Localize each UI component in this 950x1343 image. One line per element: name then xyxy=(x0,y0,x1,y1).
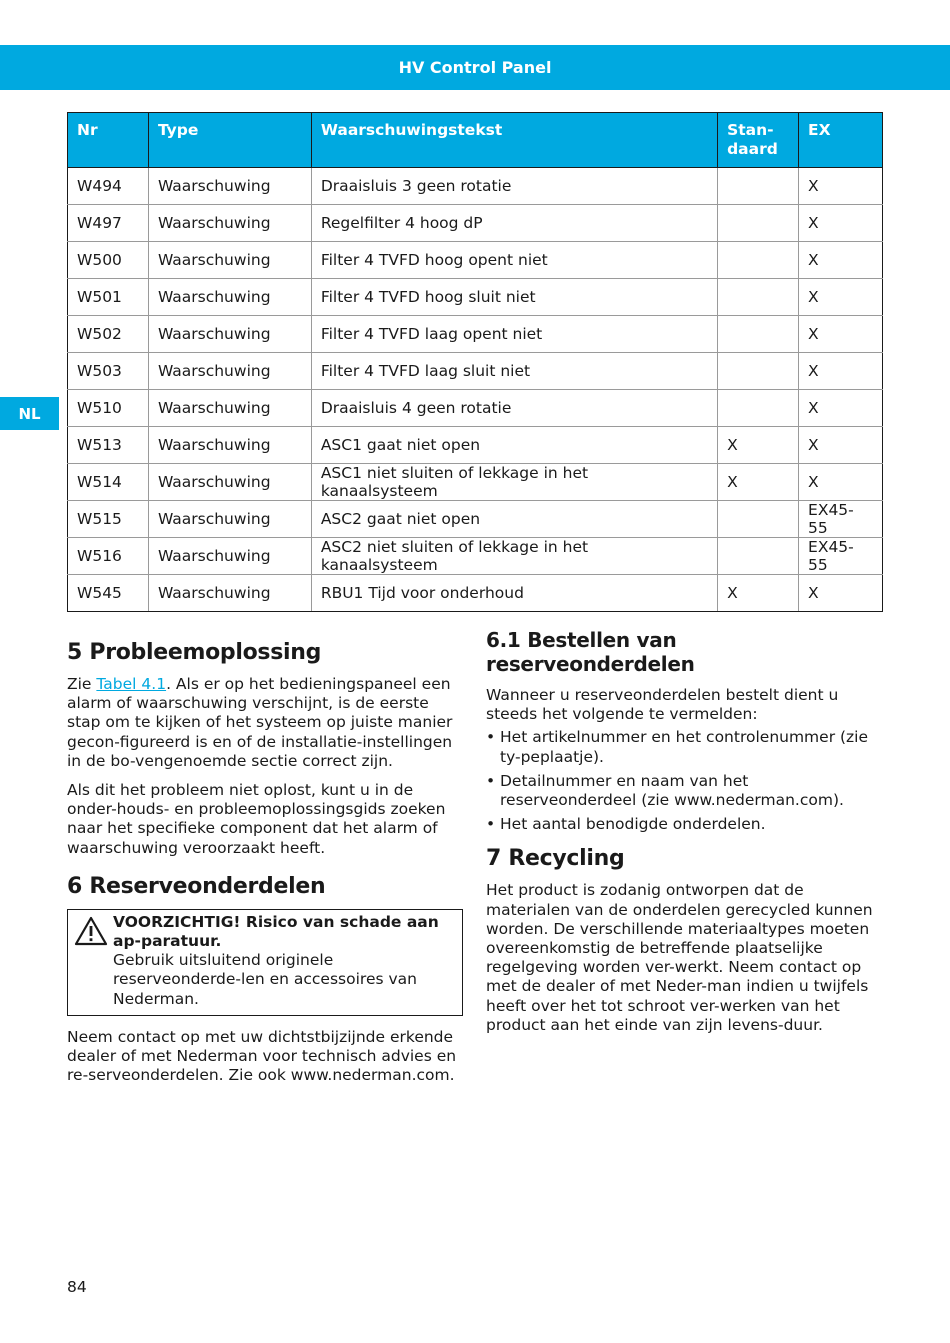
cell-warning-text: ASC2 niet sluiten of lekkage in het kanaalsysteem xyxy=(311,538,717,575)
cell-type: Waarschuwing xyxy=(148,464,311,501)
list-item-text: Detailnummer en naam van het reserveonderdeel (zie www.nederman.com). xyxy=(500,771,844,810)
cell-warning-text: Filter 4 TVFD hoog sluit niet xyxy=(311,279,717,316)
list-item-text: Het artikelnummer en het controlenummer (zie ty-peplaatje). xyxy=(500,728,869,766)
left-column xyxy=(67,640,465,1095)
paragraph-probleemoplossing-2: Als dit het probleem niet oplost, kunt u in de onder-houds- en probleemoplossingsgids zoeken naar het specifieke component dat het alarm of waarschuwing veroorzaakt heeft. xyxy=(67,781,446,857)
cell-nr: W494 xyxy=(68,168,149,205)
heading-reserveonderdelen: 6 Reserveonderdelen xyxy=(67,873,326,899)
header-nr: Nr xyxy=(68,113,149,168)
list-item xyxy=(486,728,886,766)
cell-standard xyxy=(718,279,799,316)
order-info-list xyxy=(486,728,886,834)
cell-type: Waarschuwing xyxy=(148,427,311,464)
paragraph-recycling: Het product is zodanig ontworpen dat de materialen van de onderdelen gerecycled kunnen worden. De verschillende materiaaltypes moeten overeenkomstig de betreffende plaatselijke regelgeving worden ver-werkt. Neem contact op met de dealer of met Neder-man indien u twijfels heeft over het tot schroot ver-werken van het product aan het einde van zijn levens-duur. xyxy=(486,881,873,1034)
cell-ex: X xyxy=(799,353,883,390)
cell-nr: W516 xyxy=(68,538,149,575)
table-row xyxy=(68,353,883,390)
cell-nr: W514 xyxy=(68,464,149,501)
right-column xyxy=(486,628,886,1045)
list-item xyxy=(486,815,886,834)
table-reference-link[interactable]: Tabel 4.1 xyxy=(96,675,167,693)
cell-warning-text: Filter 4 TVFD laag sluit niet xyxy=(311,353,717,390)
cell-ex: X xyxy=(799,205,883,242)
bullet-icon: • xyxy=(486,815,496,834)
list-item-text: Het aantal benodigde onderdelen. xyxy=(500,815,766,834)
heading-bestellen: 6.1 Bestellen van reserveonderdelen xyxy=(486,628,695,676)
cell-warning-text: Draaisluis 3 geen rotatie xyxy=(311,168,717,205)
bullet-icon: • xyxy=(486,771,496,790)
language-label: NL xyxy=(18,404,41,423)
table-body xyxy=(68,168,883,612)
cell-standard xyxy=(718,316,799,353)
table-row xyxy=(68,242,883,279)
table-row xyxy=(68,168,883,205)
header-warning-text: Waarschuwingstekst xyxy=(311,113,717,168)
paragraph-reserveonderdelen: Neem contact op met uw dichtstbijzijnde erkende dealer of met Nederman voor technisch advies en re-serveonderdelen. Zie ook www.nederman.com. xyxy=(67,1027,457,1085)
page-number: 84 xyxy=(67,1278,87,1296)
cell-nr: W503 xyxy=(68,353,149,390)
cell-type: Waarschuwing xyxy=(148,279,311,316)
cell-standard xyxy=(718,390,799,427)
cell-standard xyxy=(718,168,799,205)
cell-ex: X xyxy=(799,242,883,279)
cell-ex: X xyxy=(799,390,883,427)
cell-standard: X xyxy=(718,427,799,464)
table-row xyxy=(68,427,883,464)
cell-ex: X xyxy=(799,316,883,353)
table-header-row xyxy=(68,113,883,168)
header-ex: EX xyxy=(799,113,883,168)
table-row xyxy=(68,538,883,575)
header-bar xyxy=(0,45,950,90)
cell-warning-text: ASC1 gaat niet open xyxy=(311,427,717,464)
table-row xyxy=(68,390,883,427)
cell-type: Waarschuwing xyxy=(148,168,311,205)
cell-standard: X xyxy=(718,575,799,612)
document-title: HV Control Panel xyxy=(398,58,552,77)
cell-nr: W500 xyxy=(68,242,149,279)
cell-type: Waarschuwing xyxy=(148,353,311,390)
cell-warning-text: Draaisluis 4 geen rotatie xyxy=(311,390,717,427)
warning-triangle-icon xyxy=(74,916,108,946)
cell-nr: W497 xyxy=(68,205,149,242)
cell-ex: X xyxy=(799,279,883,316)
warnings-table xyxy=(67,112,883,612)
cell-type: Waarschuwing xyxy=(148,501,311,538)
cell-warning-text: Filter 4 TVFD laag opent niet xyxy=(311,316,717,353)
cell-nr: W513 xyxy=(68,427,149,464)
header-standard: Stan- daard xyxy=(718,113,799,168)
cell-nr: W545 xyxy=(68,575,149,612)
cell-ex: X xyxy=(799,575,883,612)
cell-standard xyxy=(718,353,799,390)
cell-nr: W515 xyxy=(68,501,149,538)
cell-nr: W502 xyxy=(68,316,149,353)
cell-type: Waarschuwing xyxy=(148,205,311,242)
caution-body: Gebruik uitsluitend originele reserveonderde-len en accessoires van Nederman. xyxy=(113,951,417,1008)
cell-type: Waarschuwing xyxy=(148,316,311,353)
paragraph-suffix: . Als er op het bedieningspaneel een alarm of waarschuwing verschijnt, is de eerste stap om te kijken of het systeem op juiste manier gecon-figureerd is en of de installatie-instellingen in de bo-vengenoemde sectie correct zijn. xyxy=(67,675,453,770)
cell-ex: X xyxy=(799,427,883,464)
cell-ex: EX45-55 xyxy=(799,501,883,538)
table-row xyxy=(68,205,883,242)
cell-type: Waarschuwing xyxy=(148,242,311,279)
cell-warning-text: Filter 4 TVFD hoog opent niet xyxy=(311,242,717,279)
cell-warning-text: ASC2 gaat niet open xyxy=(311,501,717,538)
paragraph-probleemoplossing-1 xyxy=(67,675,465,771)
language-tab xyxy=(0,397,59,430)
header-type: Type xyxy=(148,113,311,168)
table-row xyxy=(68,501,883,538)
cell-standard xyxy=(718,501,799,538)
caution-title: VOORZICHTIG! Risico van schade aan ap-paratuur. xyxy=(113,912,439,951)
cell-standard: X xyxy=(718,464,799,501)
cell-standard xyxy=(718,538,799,575)
cell-warning-text: RBU1 Tijd voor onderhoud xyxy=(311,575,717,612)
paragraph-bestellen-intro: Wanneer u reserveonderdelen bestelt dient u steeds het volgende te vermelden: xyxy=(486,686,839,724)
cell-warning-text: Regelfilter 4 hoog dP xyxy=(311,205,717,242)
cell-standard xyxy=(718,205,799,242)
heading-probleemoplossing: 5 Probleemoplossing xyxy=(67,640,322,665)
cell-nr: W510 xyxy=(68,390,149,427)
bullet-icon: • xyxy=(486,728,496,747)
table-row xyxy=(68,316,883,353)
cell-type: Waarschuwing xyxy=(148,575,311,612)
cell-warning-text: ASC1 niet sluiten of lekkage in het kanaalsysteem xyxy=(311,464,717,501)
cell-nr: W501 xyxy=(68,279,149,316)
heading-recycling: 7 Recycling xyxy=(486,846,625,872)
cell-type: Waarschuwing xyxy=(148,538,311,575)
list-item xyxy=(486,772,886,810)
cell-ex: X xyxy=(799,168,883,205)
table-row xyxy=(68,464,883,501)
table-row xyxy=(68,575,883,612)
cell-type: Waarschuwing xyxy=(148,390,311,427)
caution-box xyxy=(67,909,463,1016)
cell-standard xyxy=(718,242,799,279)
paragraph-prefix: Zie xyxy=(67,675,97,693)
cell-ex: X xyxy=(799,464,883,501)
cell-ex: EX45-55 xyxy=(799,538,883,575)
table-row xyxy=(68,279,883,316)
